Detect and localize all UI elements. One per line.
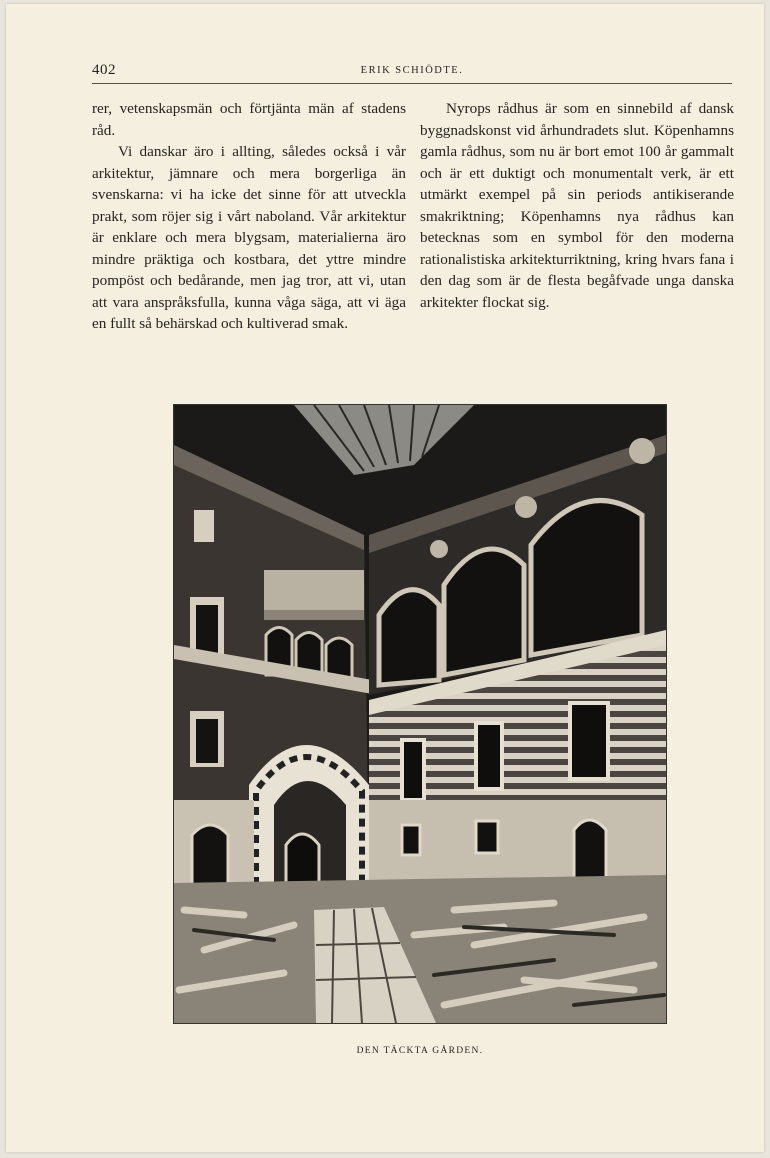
book-page <box>6 4 764 1152</box>
courtyard-photograph <box>174 405 666 1023</box>
right-paragraph-1: Nyrops rådhus är som en sinnebild af dansk byggnadskonst vid århundradets slut. Köpenhamns gamla rådhus, som nu är bort emot 100 år gammalt och är ett duktigt och monumentalt verk, är ett utmärkt exempel på sin periods antikiserande smakriktning; Köpenhamns nya rådhus kan betecknas som en symbol för den moderna rationalistiska arkitekturriktning, kring hvars fana i den dag som är de flesta begåfvade unga danska arkitekter flockat sig. <box>420 100 734 311</box>
running-head: ERIK SCHIÖDTE. <box>360 65 464 76</box>
figure-caption: DEN TÄCKTA GÅRDEN. <box>356 1046 484 1056</box>
courtyard-illustration <box>174 405 666 1023</box>
header-rule <box>92 83 732 84</box>
left-paragraph-1: rer, vetenskapsmän och förtjänta män af stadens råd. <box>92 100 406 139</box>
right-column <box>420 98 734 313</box>
page-number: 402 <box>92 62 116 78</box>
left-column <box>92 98 406 335</box>
left-paragraph-2: Vi danskar äro i allting, således också i vår arkitektur, jämnare och mera borgerliga än svenskarna: vi ha icke det sinne för att utveckla prakt, som röjer sig i vårt naboland. Vår arkitektur är enklare och mera blygsam, materialierna äro mindre präktiga och kostbara, det yttre mindre pompöst och bedårande, men jag tror, att vi, utan att vara anspråksfulla, kunna våga säga, att vi äga en fullt så behärskad och kultiverad smak. <box>92 143 406 332</box>
page-header <box>92 62 732 82</box>
